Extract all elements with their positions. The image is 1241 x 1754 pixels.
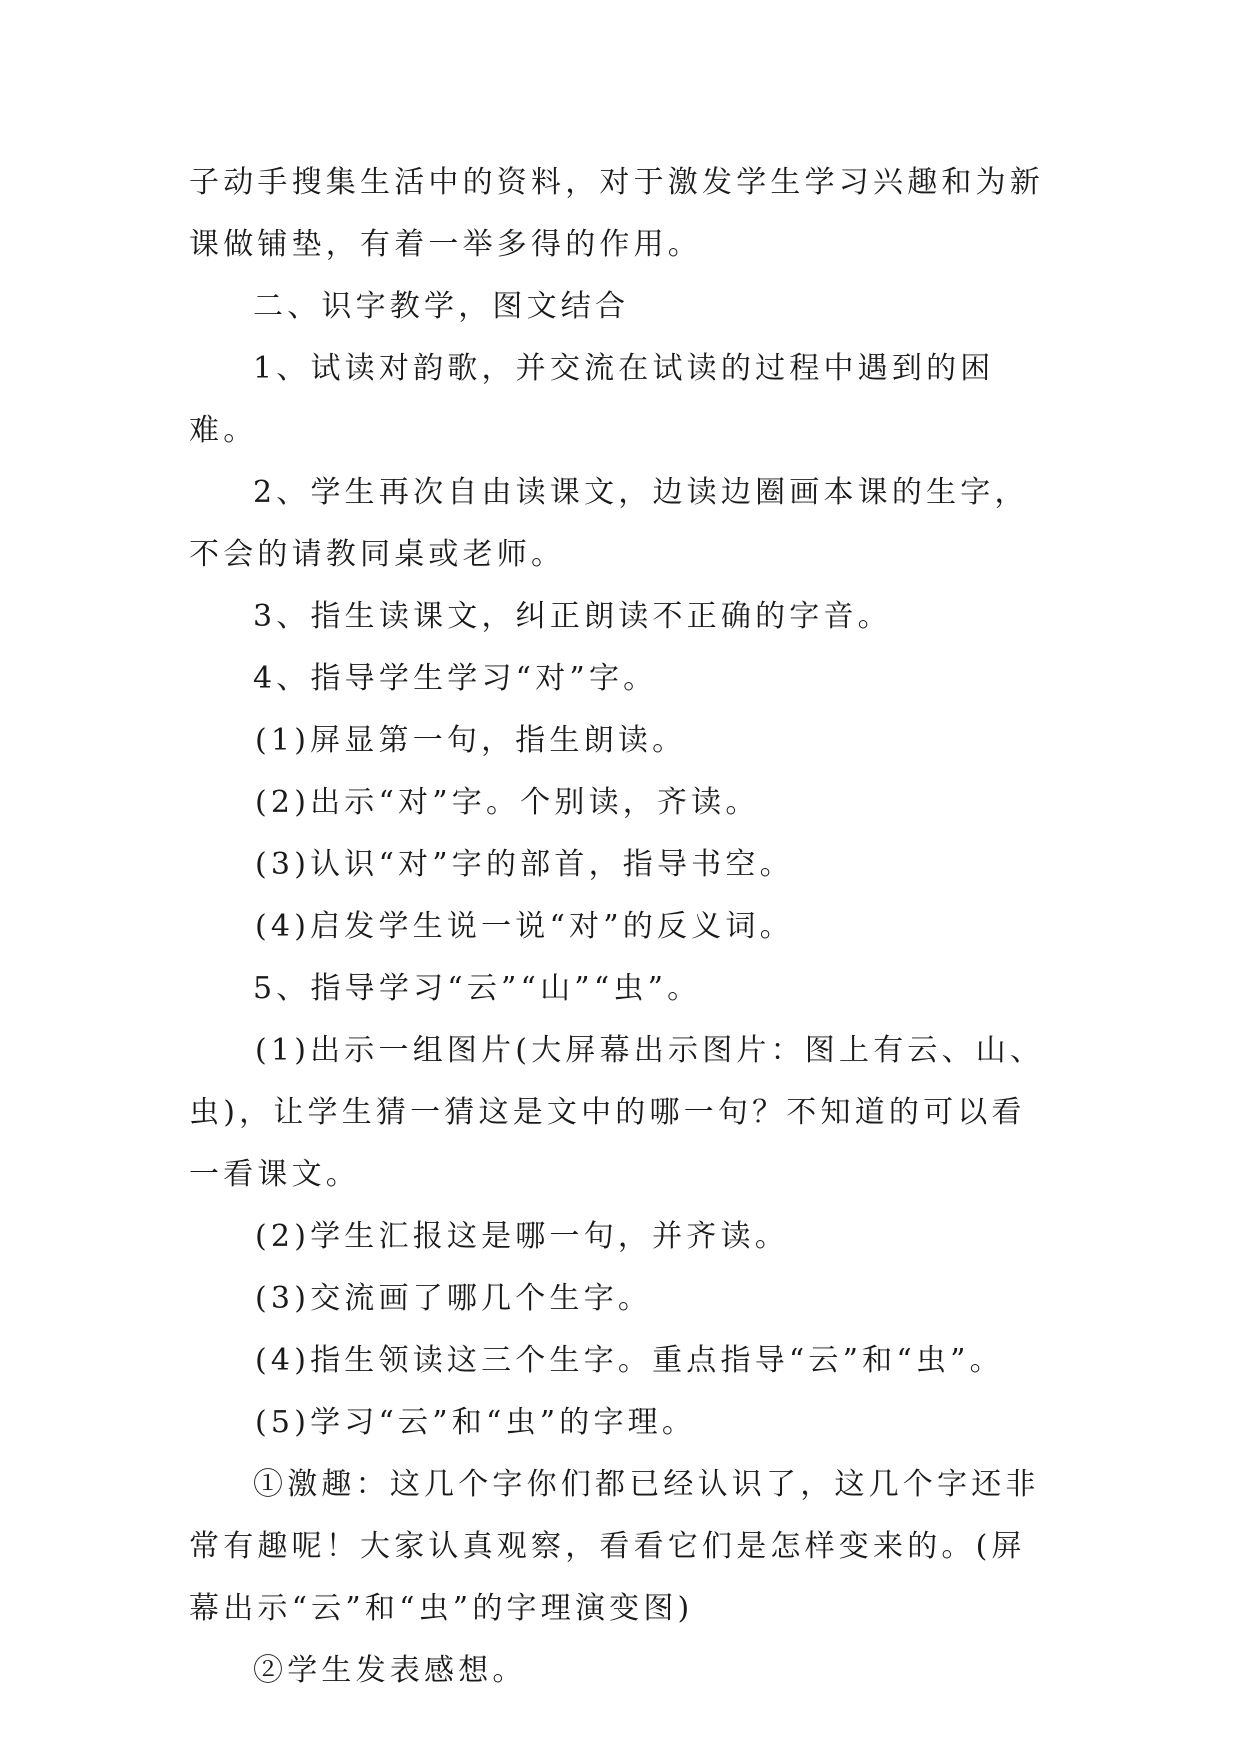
step-4-sub-3: (3)认识“对”字的部首，指导书空。	[255, 847, 794, 882]
step-5-point-1: ①激趣：这几个字你们都已经认识了，这几个字还非常有趣呢！大家认真观察，看看它们是怎样变来的。(屏幕出示“云”和“虫”的字理演变图)	[189, 1467, 1040, 1626]
section-heading: 二、识字教学，图文结合	[253, 289, 630, 324]
step-4-sub-2: (2)出示“对”字。个别读，齐读。	[255, 785, 760, 820]
step-5-sub-2: (2)学生汇报这是哪一句，并齐读。	[255, 1219, 789, 1254]
document-page	[189, 152, 1055, 1702]
step-5-sub-3: (3)交流画了哪几个生字。	[255, 1281, 653, 1316]
step-4-sub-1: (1)屏显第一句，指生朗读。	[255, 723, 687, 758]
step-5: 5、指导学习“云”“山”“虫”。	[253, 971, 702, 1006]
step-5-sub-1: (1)出示一组图片(大屏幕出示图片：图上有云、山、虫)，让学生猜一猜这是文中的哪一句？不知道的可以看一看课文。	[189, 1033, 1045, 1192]
step-5-sub-4: (4)指生领读这三个生字。重点指导“云”和“虫”。	[255, 1343, 1004, 1378]
paragraph-continuation: 子动手搜集生活中的资料，对于激发学生学习兴趣和为新课做铺垫，有着一举多得的作用。	[189, 165, 1044, 262]
step-5-point-2: ②学生发表感想。	[253, 1653, 527, 1688]
step-5-sub-5: (5)学习“云”和“虫”的字理。	[255, 1405, 697, 1440]
step-1: 1、试读对韵歌，并交流在试读的过程中遇到的困难。	[189, 351, 995, 448]
step-2: 2、学生再次自由读课文，边读边圈画本课的生字，不会的请教同桌或老师。	[189, 475, 1029, 572]
step-3: 3、指生读课文，纠正朗读不正确的字音。	[253, 599, 892, 634]
step-4: 4、指导学生学习“对”字。	[253, 661, 658, 696]
step-4-sub-4: (4)启发学生说一说“对”的反义词。	[255, 909, 794, 944]
